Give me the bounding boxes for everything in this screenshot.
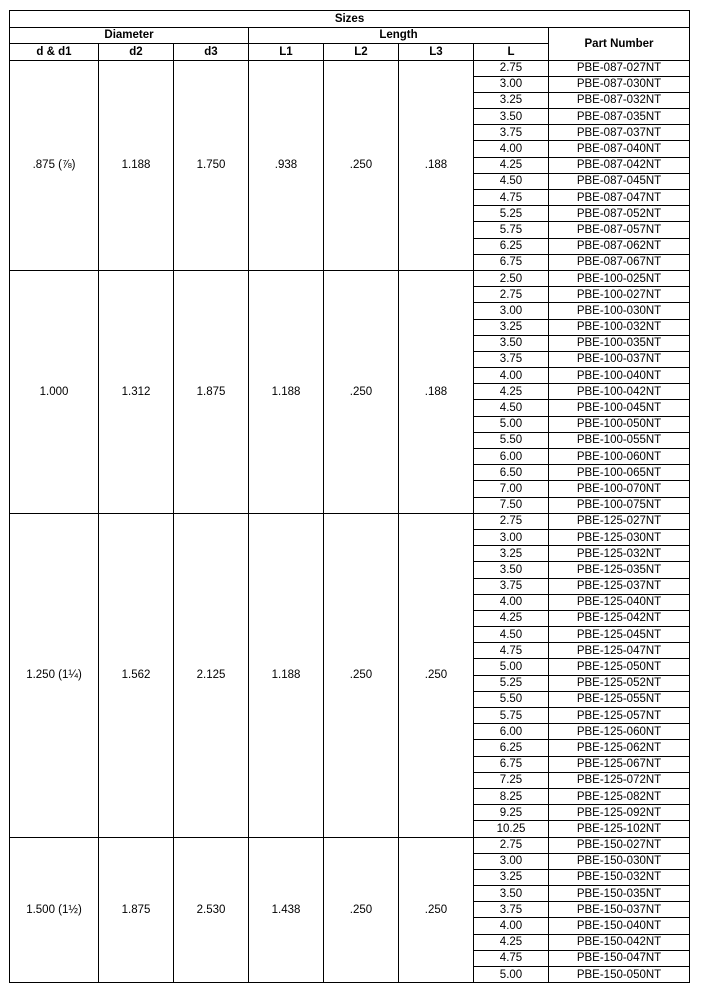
cell-l1: 1.438 (249, 837, 324, 983)
cell-part-number: PBE-125-040NT (549, 594, 690, 610)
cell-l: 3.75 (474, 125, 549, 141)
cell-d-d1: 1.250 (1¼) (10, 513, 99, 837)
cell-d3: 2.530 (174, 837, 249, 983)
cell-part-number: PBE-100-027NT (549, 287, 690, 303)
cell-l: 4.25 (474, 384, 549, 400)
column-header-l2: L2 (324, 44, 399, 61)
cell-l: 6.75 (474, 254, 549, 270)
part-number-header: Part Number (549, 27, 690, 60)
cell-l: 5.50 (474, 691, 549, 707)
cell-l: 5.25 (474, 206, 549, 222)
cell-l: 3.00 (474, 853, 549, 869)
cell-part-number: PBE-125-060NT (549, 724, 690, 740)
cell-part-number: PBE-100-075NT (549, 497, 690, 513)
cell-part-number: PBE-087-032NT (549, 92, 690, 108)
cell-part-number: PBE-125-072NT (549, 772, 690, 788)
cell-part-number: PBE-150-050NT (549, 967, 690, 983)
cell-part-number: PBE-100-035NT (549, 335, 690, 351)
cell-l: 4.25 (474, 610, 549, 626)
cell-l: 3.00 (474, 303, 549, 319)
cell-part-number: PBE-150-032NT (549, 869, 690, 885)
column-header-d-d1: d & d1 (10, 44, 99, 61)
cell-part-number: PBE-125-035NT (549, 562, 690, 578)
cell-part-number: PBE-100-042NT (549, 384, 690, 400)
cell-part-number: PBE-100-050NT (549, 416, 690, 432)
cell-d2: 1.188 (99, 60, 174, 270)
cell-part-number: PBE-150-027NT (549, 837, 690, 853)
cell-part-number: PBE-087-037NT (549, 125, 690, 141)
cell-l: 5.00 (474, 967, 549, 983)
cell-part-number: PBE-125-032NT (549, 546, 690, 562)
cell-l: 10.25 (474, 821, 549, 837)
cell-l: 5.25 (474, 675, 549, 691)
cell-l: 7.25 (474, 772, 549, 788)
cell-d3: 2.125 (174, 513, 249, 837)
cell-part-number: PBE-150-037NT (549, 902, 690, 918)
diameter-group-header: Diameter (10, 27, 249, 44)
cell-part-number: PBE-125-037NT (549, 578, 690, 594)
cell-part-number: PBE-150-040NT (549, 918, 690, 934)
cell-l: 4.25 (474, 934, 549, 950)
cell-l: 4.00 (474, 594, 549, 610)
cell-d-d1: .875 (⅞) (10, 60, 99, 270)
cell-part-number: PBE-087-040NT (549, 141, 690, 157)
cell-l: 6.75 (474, 756, 549, 772)
cell-l1: .938 (249, 60, 324, 270)
cell-l: 2.75 (474, 287, 549, 303)
sizes-table (9, 10, 690, 983)
cell-part-number: PBE-100-030NT (549, 303, 690, 319)
cell-l: 3.75 (474, 902, 549, 918)
cell-l: 5.75 (474, 708, 549, 724)
cell-part-number: PBE-125-057NT (549, 708, 690, 724)
column-header-d3: d3 (174, 44, 249, 61)
cell-part-number: PBE-125-050NT (549, 659, 690, 675)
table-row (10, 837, 690, 853)
cell-d-d1: 1.500 (1½) (10, 837, 99, 983)
cell-l1: 1.188 (249, 513, 324, 837)
cell-part-number: PBE-125-102NT (549, 821, 690, 837)
cell-d2: 1.875 (99, 837, 174, 983)
table-title: Sizes (10, 11, 690, 28)
cell-part-number: PBE-087-045NT (549, 173, 690, 189)
cell-l3: .250 (399, 513, 474, 837)
cell-l: 4.50 (474, 627, 549, 643)
cell-l: 3.00 (474, 76, 549, 92)
column-header-l3: L3 (399, 44, 474, 61)
cell-l: 3.25 (474, 869, 549, 885)
cell-d-d1: 1.000 (10, 270, 99, 513)
cell-part-number: PBE-100-065NT (549, 465, 690, 481)
cell-l: 5.00 (474, 416, 549, 432)
cell-l2: .250 (324, 60, 399, 270)
cell-l: 6.25 (474, 740, 549, 756)
cell-l: 4.75 (474, 950, 549, 966)
cell-l: 3.50 (474, 109, 549, 125)
cell-l: 4.00 (474, 368, 549, 384)
cell-part-number: PBE-087-027NT (549, 60, 690, 76)
cell-l: 7.50 (474, 497, 549, 513)
cell-part-number: PBE-150-030NT (549, 853, 690, 869)
table-body (10, 60, 690, 983)
cell-d2: 1.312 (99, 270, 174, 513)
cell-part-number: PBE-125-027NT (549, 513, 690, 529)
cell-l: 4.00 (474, 918, 549, 934)
cell-l: 6.25 (474, 238, 549, 254)
cell-part-number: PBE-087-062NT (549, 238, 690, 254)
cell-l: 3.00 (474, 529, 549, 545)
table-row (10, 513, 690, 529)
cell-part-number: PBE-100-032NT (549, 319, 690, 335)
cell-l: 2.75 (474, 513, 549, 529)
cell-l: 4.75 (474, 643, 549, 659)
cell-l: 6.00 (474, 449, 549, 465)
cell-l: 3.75 (474, 351, 549, 367)
cell-l: 6.00 (474, 724, 549, 740)
cell-part-number: PBE-087-035NT (549, 109, 690, 125)
cell-l: 3.75 (474, 578, 549, 594)
cell-part-number: PBE-087-067NT (549, 254, 690, 270)
cell-part-number: PBE-125-092NT (549, 805, 690, 821)
cell-part-number: PBE-087-057NT (549, 222, 690, 238)
cell-l2: .250 (324, 270, 399, 513)
cell-l: 6.50 (474, 465, 549, 481)
cell-l: 3.50 (474, 886, 549, 902)
column-header-l1: L1 (249, 44, 324, 61)
cell-part-number: PBE-125-030NT (549, 529, 690, 545)
cell-part-number: PBE-100-055NT (549, 432, 690, 448)
cell-l: 3.50 (474, 562, 549, 578)
cell-part-number: PBE-087-042NT (549, 157, 690, 173)
cell-part-number: PBE-087-030NT (549, 76, 690, 92)
cell-l: 3.25 (474, 319, 549, 335)
cell-l: 9.25 (474, 805, 549, 821)
cell-l3: .188 (399, 270, 474, 513)
cell-l: 4.00 (474, 141, 549, 157)
cell-l3: .188 (399, 60, 474, 270)
cell-l3: .250 (399, 837, 474, 983)
cell-part-number: PBE-100-040NT (549, 368, 690, 384)
cell-l: 8.25 (474, 788, 549, 804)
cell-l2: .250 (324, 837, 399, 983)
cell-l: 3.50 (474, 335, 549, 351)
cell-d3: 1.750 (174, 60, 249, 270)
cell-l: 5.50 (474, 432, 549, 448)
column-header-l: L (474, 44, 549, 61)
cell-l: 2.75 (474, 60, 549, 76)
cell-l: 4.75 (474, 190, 549, 206)
cell-part-number: PBE-100-045NT (549, 400, 690, 416)
cell-l: 5.00 (474, 659, 549, 675)
cell-d3: 1.875 (174, 270, 249, 513)
cell-l: 2.50 (474, 270, 549, 286)
cell-part-number: PBE-100-025NT (549, 270, 690, 286)
cell-part-number: PBE-150-035NT (549, 886, 690, 902)
cell-part-number: PBE-125-082NT (549, 788, 690, 804)
cell-d2: 1.562 (99, 513, 174, 837)
cell-l: 5.75 (474, 222, 549, 238)
cell-l: 7.00 (474, 481, 549, 497)
table-row (10, 60, 690, 76)
cell-part-number: PBE-125-055NT (549, 691, 690, 707)
cell-part-number: PBE-150-047NT (549, 950, 690, 966)
cell-part-number: PBE-087-052NT (549, 206, 690, 222)
cell-part-number: PBE-100-070NT (549, 481, 690, 497)
length-group-header: Length (249, 27, 549, 44)
table-row (10, 270, 690, 286)
cell-l: 4.25 (474, 157, 549, 173)
cell-part-number: PBE-150-042NT (549, 934, 690, 950)
cell-part-number: PBE-125-052NT (549, 675, 690, 691)
cell-part-number: PBE-125-042NT (549, 610, 690, 626)
cell-l: 2.75 (474, 837, 549, 853)
cell-part-number: PBE-125-047NT (549, 643, 690, 659)
cell-part-number: PBE-125-067NT (549, 756, 690, 772)
cell-l1: 1.188 (249, 270, 324, 513)
cell-l: 3.25 (474, 546, 549, 562)
cell-l: 4.50 (474, 400, 549, 416)
cell-part-number: PBE-087-047NT (549, 190, 690, 206)
cell-part-number: PBE-100-037NT (549, 351, 690, 367)
cell-part-number: PBE-100-060NT (549, 449, 690, 465)
cell-part-number: PBE-125-062NT (549, 740, 690, 756)
cell-l: 4.50 (474, 173, 549, 189)
column-header-d2: d2 (99, 44, 174, 61)
cell-part-number: PBE-125-045NT (549, 627, 690, 643)
cell-l2: .250 (324, 513, 399, 837)
cell-l: 3.25 (474, 92, 549, 108)
